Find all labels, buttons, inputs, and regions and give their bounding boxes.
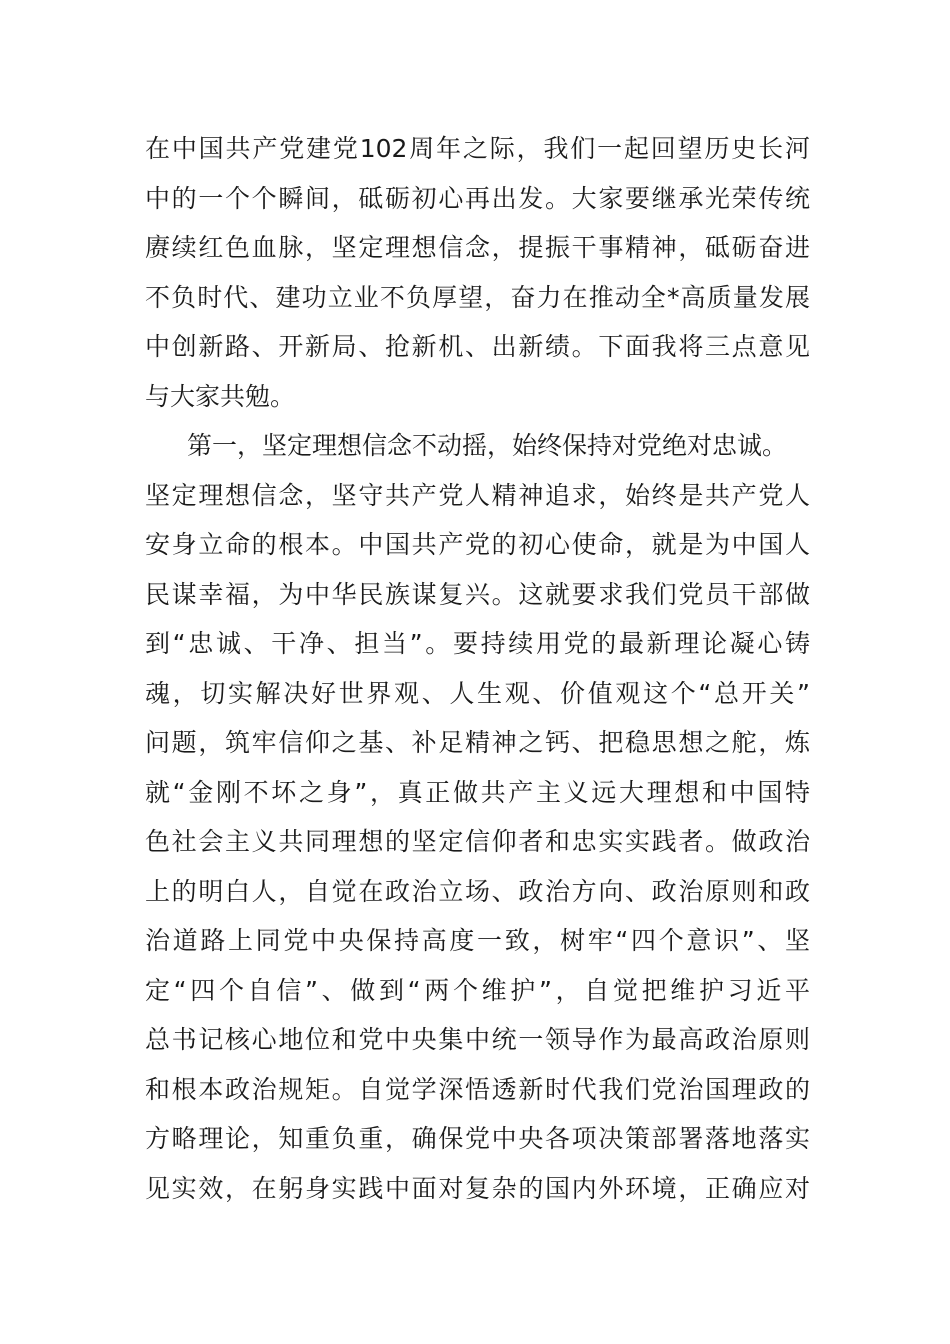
body-text	[145, 124, 810, 1213]
text-line-17: 治道路上同党中央保持高度一致，树牢“四个意识”、坚	[145, 926, 810, 955]
text-line-11: 到“忠诚、干净、担当”。要持续用党的最新理论凝心铸	[145, 629, 810, 658]
text-line-21: 方略理论，知重负重，确保党中央各项决策部署落地落实	[145, 1124, 810, 1153]
text-line-10: 民谋幸福，为中华民族谋复兴。这就要求我们党员干部做	[145, 579, 810, 609]
text-line-15: 色社会主义共同理想的坚定信仰者和忠实实践者。做政治	[145, 827, 810, 856]
text-line-5: 中创新路、开新局、抢新机、出新绩。下面我将三点意见	[145, 332, 810, 361]
text-line-9: 安身立命的根本。中国共产党的初心使命，就是为中国人	[145, 530, 810, 559]
text-line-16: 上的明白人，自觉在政治立场、政治方向、政治原则和政	[145, 876, 810, 906]
text-line-13: 问题，筑牢信仰之基、补足精神之钙、把稳思想之舵，炼	[145, 728, 810, 757]
text-line-2: 中的一个个瞬间，砥砺初心再出发。大家要继承光荣传统	[145, 183, 810, 213]
text-line-8: 坚定理想信念，坚守共产党人精神追求，始终是共产党人	[145, 480, 810, 510]
text-line-18: 定“四个自信”、做到“两个维护”，自觉把维护习近平	[145, 975, 810, 1005]
text-line-20: 和根本政治规矩。自觉学深悟透新时代我们党治国理政的	[145, 1074, 810, 1104]
text-line-1: 在中国共产党建党102周年之际，我们一起回望历史长河	[145, 134, 810, 163]
text-line-22: 见实效，在躬身实践中面对复杂的国内外环境，正确应对	[145, 1173, 810, 1203]
text-line-14: 就“金刚不坏之身”，真正做共产主义远大理想和中国特	[145, 777, 810, 807]
text-line-19: 总书记核心地位和党中央集中统一领导作为最高政治原则	[145, 1025, 810, 1054]
text-line-6: 与大家共勉。	[145, 381, 296, 411]
text-line-12: 魂，切实解决好世界观、人生观、价值观这个“总开关”	[145, 678, 810, 708]
paragraph-heading-first: 第一，坚定理想信念不动摇，始终保持对党绝对忠诚。	[187, 431, 788, 460]
text-line-4: 不负时代、建功立业不负厚望，奋力在推动全*高质量发展	[145, 282, 810, 312]
text-line-3: 赓续红色血脉，坚定理想信念，提振干事精神，砥砺奋进	[145, 233, 810, 262]
